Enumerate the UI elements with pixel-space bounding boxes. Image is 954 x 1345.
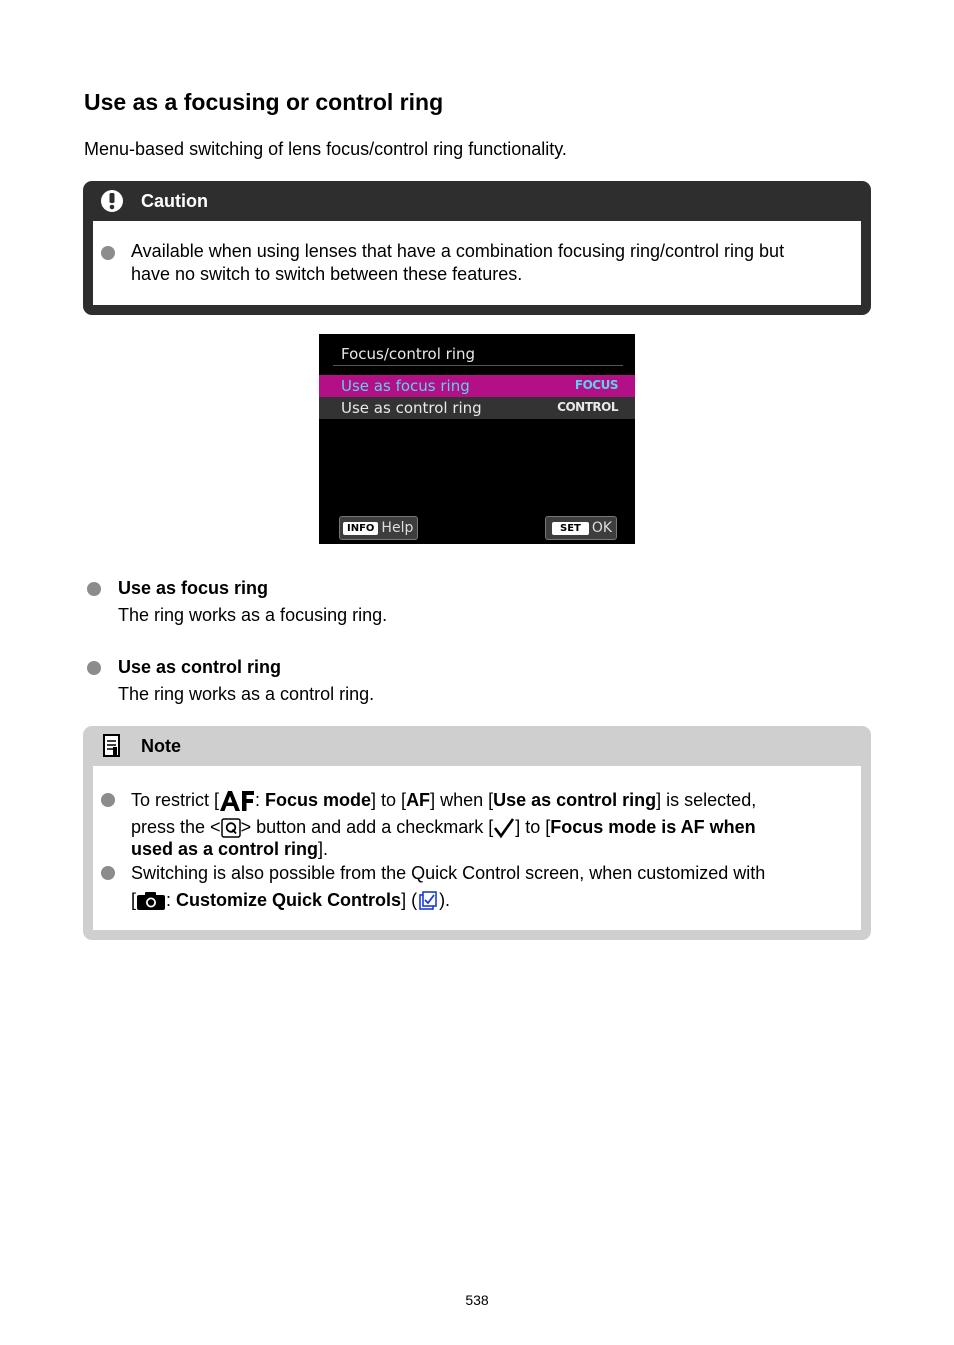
info-help-button[interactable]: INFO Help [339, 516, 418, 540]
bullet-icon [101, 793, 115, 807]
focus-tag: FOCUS [574, 378, 618, 392]
bullet-icon [87, 582, 101, 596]
caution-item: Available when using lenses that have a combination focusing ring/control ring but have no switch to switch between these features. [131, 241, 785, 284]
set-ok-button[interactable]: SET OK [545, 516, 617, 540]
option-control-ring: Use as control ring The ring works as a control ring. [118, 657, 375, 704]
menu-option-focus-ring[interactable]: Use as focus ring FOCUS [319, 375, 635, 397]
caution-body [93, 221, 861, 305]
note-item-1: To restrict [ : Focus mode] to [AF] when [Use as control ring] is selected, press the < > button and add a checkmark [ ] to [Focus mode is AF when used as a control ring]. [131, 790, 757, 859]
set-key: SET [552, 522, 589, 535]
section-title: Use as a focusing or control ring [84, 89, 444, 115]
caution-box [83, 181, 871, 315]
note-icon [99, 733, 125, 759]
info-key: INFO [343, 522, 378, 535]
bullet-icon [87, 661, 101, 675]
af-icon [219, 790, 255, 812]
bullet-icon [101, 866, 115, 880]
control-tag: CONTROL [557, 400, 618, 414]
option-focus-ring: Use as focus ring The ring works as a focusing ring. [118, 578, 388, 625]
q-button-icon [221, 818, 241, 838]
note-header [83, 726, 871, 766]
caution-header [83, 181, 871, 221]
caution-heading: Caution [141, 190, 208, 211]
note-body [93, 766, 861, 930]
note-item-2: Switching is also possible from the Quick Control screen, when customized with [ : Customize Quick Controls] ( ). [131, 861, 765, 913]
note-heading: Note [141, 735, 181, 756]
page-number: 538 [465, 1292, 489, 1308]
note-box [83, 726, 871, 940]
screen-title: Focus/control ring [341, 345, 476, 363]
camera-menu-screen [319, 334, 635, 544]
screen-divider [333, 365, 623, 366]
section-intro: Menu-based switching of lens focus/control ring functionality. [84, 139, 567, 159]
page-link-icon[interactable] [417, 890, 439, 912]
menu-option-control-ring[interactable]: Use as control ring CONTROL [319, 397, 635, 419]
bullet-icon [101, 246, 115, 260]
caution-icon [99, 188, 125, 214]
camera-icon [136, 891, 166, 911]
checkmark-icon [493, 817, 515, 839]
